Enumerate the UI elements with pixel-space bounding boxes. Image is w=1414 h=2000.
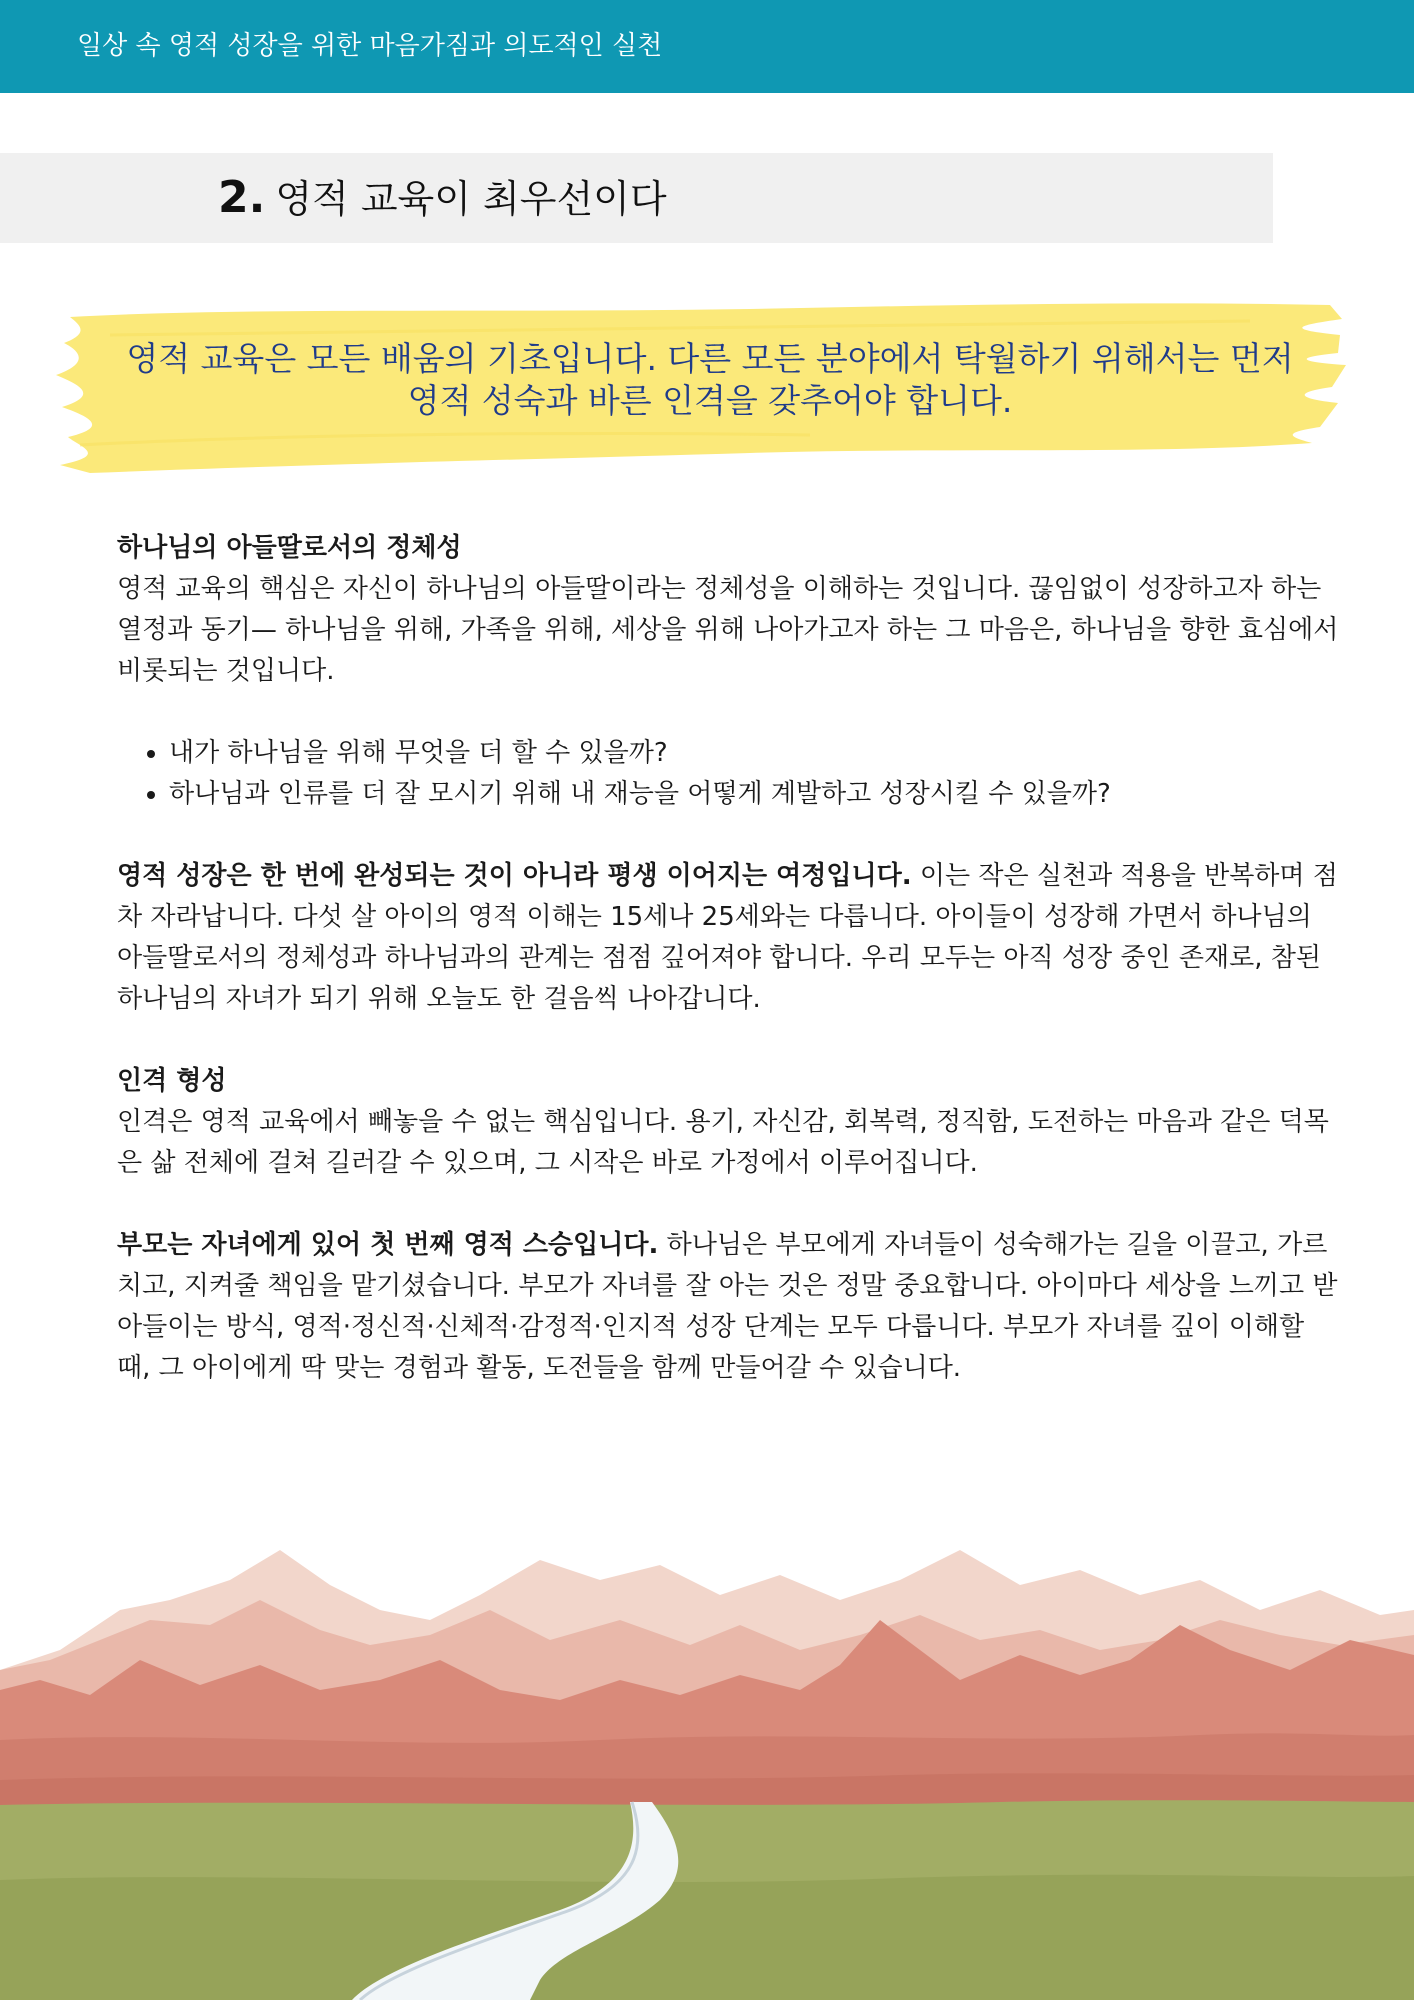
main-content: [117, 528, 1342, 1389]
parents-paragraph: [117, 1225, 1342, 1389]
character-paragraph: 인격은 영적 교육에서 빼놓을 수 없는 핵심입니다. 용기, 자신감, 회복력, 정직함, 도전하는 마음과 같은 덕목은 삶 전체에 걸쳐 길러갈 수 있으며, 그 시작은 바로 가정에서 이루어집니다.: [117, 1107, 1329, 1178]
journey-lead: 영적 성장은 한 번에 완성되는 것이 아니라 평생 이어지는 여정입니다.: [117, 861, 912, 891]
question-list: [117, 733, 1342, 815]
character-heading: 인격 형성: [117, 1066, 227, 1096]
list-item: • 하나님과 인류를 더 잘 모시기 위해 내 재능을 어떻게 계발하고 성장시킬 수 있을까?: [169, 774, 1342, 815]
identity-heading: 하나님의 아들딸로서의 정체성: [117, 533, 462, 563]
section-number: 2.: [218, 172, 266, 223]
callout-text: 영적 교육은 모든 배움의 기초입니다. 다른 모든 분야에서 탁월하기 위해서는 먼저 영적 성숙과 바른 인격을 갖추어야 합니다.: [126, 339, 1294, 420]
header-title: 일상 속 영적 성장을 위한 마음가짐과 의도적인 실천: [77, 31, 663, 61]
watercolor-landscape-illustration: [0, 1540, 1414, 2000]
section-title: 영적 교육이 최우선이다: [275, 177, 667, 221]
identity-paragraph: 영적 교육의 핵심은 자신이 하나님의 아들딸이라는 정체성을 이해하는 것입니다. 끊임없이 성장하고자 하는 열정과 동기— 하나님을 위해, 가족을 위해, 세상을 위해 나아가고자 하는 그 마음은, 하나님을 향한 효심에서 비롯되는 것입니다.: [117, 574, 1339, 686]
journey-paragraph: [117, 856, 1342, 1020]
list-item: • 내가 하나님을 위해 무엇을 더 할 수 있을까?: [169, 733, 1342, 774]
journey-text: 이는 작은 실천과 적용을 반복하며 점차 자라납니다. 다섯 살 아이의 영적 이해는 15세나 25세와는 다릅니다. 아이들이 성장해 가면서 하나님의 아들딸로서의 정체성과 하나님과의 관계는 점점 깊어져야 합니다. 우리 모두는 아직 성장 중인 존재로, 참된 하나님의 자녀가 되기 위해 오늘도 한 걸음씩 나아갑니다.: [117, 861, 1338, 1014]
parents-lead: 부모는 자녀에게 있어 첫 번째 영적 스승입니다.: [117, 1230, 659, 1260]
section-heading: [218, 168, 667, 228]
parents-text: 하나님은 부모에게 자녀들이 성숙해가는 길을 이끌고, 가르치고, 지켜줄 책임을 맡기셨습니다. 부모가 자녀를 잘 아는 것은 정말 중요합니다. 아이마다 세상을 느끼고 받아들이는 방식, 영적·정신적·신체적·감정적·인지적 성장 단계는 모두 다릅니다. 부모가 자녀를 깊이 이해할 때, 그 아이에게 딱 맞는 경험과 활동, 도전들을 함께 만들어갈 수 있습니다.: [117, 1230, 1338, 1383]
